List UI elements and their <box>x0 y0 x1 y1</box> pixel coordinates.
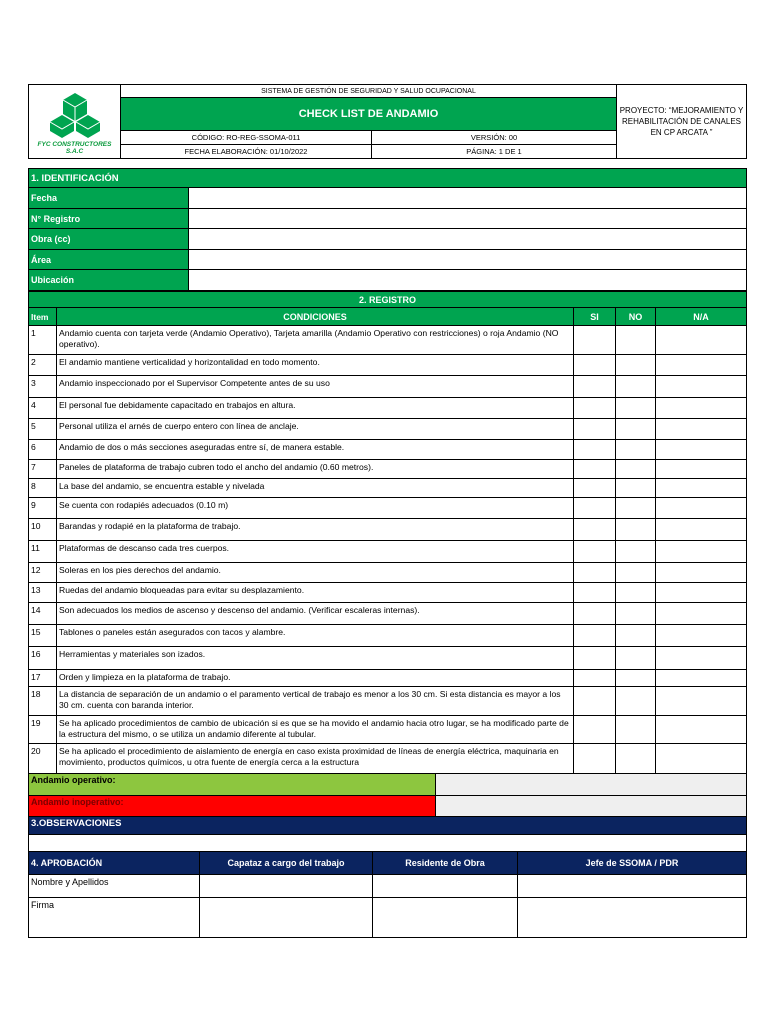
inoperative-input[interactable] <box>436 796 747 817</box>
row-number: 1 <box>29 326 57 355</box>
col-item: Item <box>29 308 57 326</box>
check-si[interactable] <box>574 498 616 519</box>
document-date: FECHA ELABORACIÓN: 01/10/2022 <box>121 145 372 159</box>
name-input-capataz[interactable] <box>200 875 373 898</box>
check-no[interactable] <box>616 687 656 716</box>
registry-title: 2. REGISTRO <box>29 292 747 308</box>
row-number: 9 <box>29 498 57 519</box>
checklist-row <box>29 376 747 398</box>
checklist-row <box>29 563 747 583</box>
project-name: PROYECTO: “MEJORAMIENTO Y REHABILITACIÓN DE CANALES EN CP ARCATA ” <box>617 85 747 159</box>
identification-title: 1. IDENTIFICACIÓN <box>29 169 747 188</box>
check-si[interactable] <box>574 326 616 355</box>
approval-sign-label: Firma <box>29 898 200 938</box>
observations-title: 3.OBSERVACIONES <box>29 817 747 835</box>
identification-section <box>28 168 747 291</box>
cube-logo-icon <box>47 91 103 139</box>
registry-section <box>28 291 747 775</box>
sign-input-residente[interactable] <box>373 898 518 938</box>
approval-col-residente: Residente de Obra <box>373 852 518 875</box>
check-si[interactable] <box>574 519 616 541</box>
checklist-row <box>29 326 747 355</box>
row-condition: El personal fue debidamente capacitado en trabajos en altura. <box>57 398 574 419</box>
check-no[interactable] <box>616 519 656 541</box>
checklist-row <box>29 647 747 670</box>
row-number: 18 <box>29 687 57 716</box>
row-number: 7 <box>29 460 57 479</box>
col-no: NO <box>616 308 656 326</box>
document-page: PÁGINA: 1 DE 1 <box>372 145 617 159</box>
checklist-row <box>29 460 747 479</box>
col-si: SI <box>574 308 616 326</box>
row-number: 12 <box>29 563 57 583</box>
approval-title: 4. APROBACIÓN <box>29 852 200 875</box>
field-input-area[interactable] <box>189 250 747 270</box>
checklist-row <box>29 583 747 603</box>
approval-col-jefe: Jefe de SSOMA / PDR <box>518 852 747 875</box>
check-no[interactable] <box>616 603 656 625</box>
check-no[interactable] <box>616 419 656 440</box>
check-na[interactable] <box>656 716 747 744</box>
row-number: 20 <box>29 744 57 775</box>
field-input-fecha[interactable] <box>189 188 747 209</box>
check-si[interactable] <box>574 398 616 419</box>
row-condition: Son adecuados los medios de ascenso y descenso del andamio. (Verificar escaleras internas). <box>57 603 574 625</box>
document-version: VERSIÓN: 00 <box>372 131 617 145</box>
check-si[interactable] <box>574 355 616 376</box>
check-si[interactable] <box>574 440 616 460</box>
check-si[interactable] <box>574 603 616 625</box>
field-input-registro[interactable] <box>189 209 747 229</box>
checklist-row <box>29 440 747 460</box>
observations-section <box>28 816 747 852</box>
field-label-area: Área <box>29 250 189 270</box>
row-condition: Se cuenta con rodapiés adecuados (0.10 m) <box>57 498 574 519</box>
check-na[interactable] <box>656 563 747 583</box>
check-na[interactable] <box>656 541 747 563</box>
check-no[interactable] <box>616 563 656 583</box>
approval-name-label: Nombre y Apellidos <box>29 875 200 898</box>
field-input-obra[interactable] <box>189 229 747 250</box>
row-number: 16 <box>29 647 57 670</box>
row-number: 11 <box>29 541 57 563</box>
checklist-body <box>29 326 747 775</box>
checklist-row <box>29 744 747 775</box>
check-si[interactable] <box>574 647 616 670</box>
check-si[interactable] <box>574 583 616 603</box>
check-na[interactable] <box>656 625 747 647</box>
row-number: 4 <box>29 398 57 419</box>
checklist-row <box>29 498 747 519</box>
row-condition: La base del andamio, se encuentra estable y nivelada <box>57 479 574 498</box>
checklist-row <box>29 541 747 563</box>
document-code: CÓDIGO: RO-REG-SSOMA-011 <box>121 131 372 145</box>
company-logo <box>29 85 121 159</box>
row-condition: Soleras en los pies derechos del andamio. <box>57 563 574 583</box>
check-no[interactable] <box>616 625 656 647</box>
col-conditions: CONDICIONES <box>57 308 574 326</box>
row-condition: Se ha aplicado procedimientos de cambio de ubicación si es que se ha movido el andamio hacia otro lugar, se ha modificado parte de la estructura del mismo, o se utiliza un andamio diferente al tubular. <box>57 716 574 744</box>
name-input-residente[interactable] <box>373 875 518 898</box>
check-na[interactable] <box>656 326 747 355</box>
check-na[interactable] <box>656 670 747 687</box>
company-name: FYC CONSTRUCTORES S.A.C <box>37 140 112 155</box>
row-condition: Ruedas del andamio bloqueadas para evitar su desplazamiento. <box>57 583 574 603</box>
field-label-obra: Obra (cc) <box>29 229 189 250</box>
observations-input[interactable] <box>29 835 747 852</box>
check-na[interactable] <box>656 440 747 460</box>
check-no[interactable] <box>616 479 656 498</box>
check-no[interactable] <box>616 460 656 479</box>
check-no[interactable] <box>616 647 656 670</box>
operative-label: Andamio operativo: <box>29 774 436 796</box>
row-number: 6 <box>29 440 57 460</box>
page-title: CHECK LIST DE ANDAMIO <box>121 98 617 131</box>
row-number: 19 <box>29 716 57 744</box>
check-na[interactable] <box>656 744 747 775</box>
row-condition: La distancia de separación de un andamio o el paramento vertical de trabajo es menor a los 30 cm. Si esta distancia es mayor a los 30 cm. cuenta con baranda interior. <box>57 687 574 716</box>
row-number: 13 <box>29 583 57 603</box>
check-na[interactable] <box>656 583 747 603</box>
check-no[interactable] <box>616 376 656 398</box>
row-number: 5 <box>29 419 57 440</box>
check-na[interactable] <box>656 419 747 440</box>
row-number: 14 <box>29 603 57 625</box>
checklist-row <box>29 716 747 744</box>
document-header <box>28 84 747 159</box>
row-condition: Andamio de dos o más secciones aseguradas entre sí, de manera estable. <box>57 440 574 460</box>
row-condition: Tablones o paneles están asegurados con tacos y alambre. <box>57 625 574 647</box>
check-no[interactable] <box>616 670 656 687</box>
check-si[interactable] <box>574 479 616 498</box>
row-condition: Andamio cuenta con tarjeta verde (Andamio Operativo), Tarjeta amarilla (Andamio Operativo con restricciones) o roja Andamio (NO operativo). <box>57 326 574 355</box>
check-si[interactable] <box>574 541 616 563</box>
field-input-ubicacion[interactable] <box>189 270 747 291</box>
check-na[interactable] <box>656 479 747 498</box>
check-si[interactable] <box>574 419 616 440</box>
check-na[interactable] <box>656 519 747 541</box>
check-na[interactable] <box>656 460 747 479</box>
row-condition: Paneles de plataforma de trabajo cubren todo el ancho del andamio (0.60 metros). <box>57 460 574 479</box>
check-na[interactable] <box>656 647 747 670</box>
check-na[interactable] <box>656 498 747 519</box>
col-na: N/A <box>656 308 747 326</box>
check-no[interactable] <box>616 716 656 744</box>
field-label-ubicacion: Ubicación <box>29 270 189 291</box>
check-si[interactable] <box>574 716 616 744</box>
field-label-fecha: Fecha <box>29 188 189 209</box>
inoperative-label: Andamio inoperativo: <box>29 796 436 817</box>
checklist-row <box>29 670 747 687</box>
checklist-row <box>29 355 747 376</box>
row-condition: Se ha aplicado el procedimiento de aislamiento de energía en caso exista proximidad de líneas de energía eléctrica, maquinaria en movimiento, productos químicos, u otra fuente de energía cerca a la estructura <box>57 744 574 775</box>
check-no[interactable] <box>616 440 656 460</box>
check-na[interactable] <box>656 603 747 625</box>
checklist-row <box>29 625 747 647</box>
row-number: 17 <box>29 670 57 687</box>
checklist-row <box>29 419 747 440</box>
operative-input[interactable] <box>436 774 747 796</box>
sign-input-jefe[interactable] <box>518 898 747 938</box>
row-number: 3 <box>29 376 57 398</box>
check-si[interactable] <box>574 460 616 479</box>
check-na[interactable] <box>656 376 747 398</box>
name-input-jefe[interactable] <box>518 875 747 898</box>
row-condition: El andamio mantiene verticalidad y horizontalidad en todo momento. <box>57 355 574 376</box>
field-label-registro: N° Registro <box>29 209 189 229</box>
row-number: 10 <box>29 519 57 541</box>
check-si[interactable] <box>574 563 616 583</box>
row-condition: Plataformas de descanso cada tres cuerpos. <box>57 541 574 563</box>
approval-col-capataz: Capataz a cargo del trabajo <box>200 852 373 875</box>
system-name: SISTEMA DE GESTIÓN DE SEGURIDAD Y SALUD OCUPACIONAL <box>121 85 617 98</box>
check-si[interactable] <box>574 687 616 716</box>
checklist-row <box>29 398 747 419</box>
row-condition: Andamio inspeccionado por el Supervisor Competente antes de su uso <box>57 376 574 398</box>
row-number: 15 <box>29 625 57 647</box>
check-no[interactable] <box>616 326 656 355</box>
check-na[interactable] <box>656 687 747 716</box>
checklist-row <box>29 603 747 625</box>
check-no[interactable] <box>616 744 656 775</box>
check-na[interactable] <box>656 398 747 419</box>
check-no[interactable] <box>616 583 656 603</box>
row-number: 2 <box>29 355 57 376</box>
check-no[interactable] <box>616 498 656 519</box>
check-na[interactable] <box>656 355 747 376</box>
check-si[interactable] <box>574 625 616 647</box>
row-condition: Barandas y rodapié en la plataforma de trabajo. <box>57 519 574 541</box>
sign-input-capataz[interactable] <box>200 898 373 938</box>
row-number: 8 <box>29 479 57 498</box>
checklist-row <box>29 519 747 541</box>
approval-section <box>28 851 747 938</box>
status-section <box>28 773 747 817</box>
row-condition: Herramientas y materiales son izados. <box>57 647 574 670</box>
check-si[interactable] <box>574 670 616 687</box>
row-condition: Orden y limpieza en la plataforma de trabajo. <box>57 670 574 687</box>
check-si[interactable] <box>574 744 616 775</box>
check-no[interactable] <box>616 398 656 419</box>
check-no[interactable] <box>616 355 656 376</box>
checklist-row <box>29 479 747 498</box>
checklist-row <box>29 687 747 716</box>
check-si[interactable] <box>574 376 616 398</box>
check-no[interactable] <box>616 541 656 563</box>
row-condition: Personal utiliza el arnés de cuerpo entero con línea de anclaje. <box>57 419 574 440</box>
